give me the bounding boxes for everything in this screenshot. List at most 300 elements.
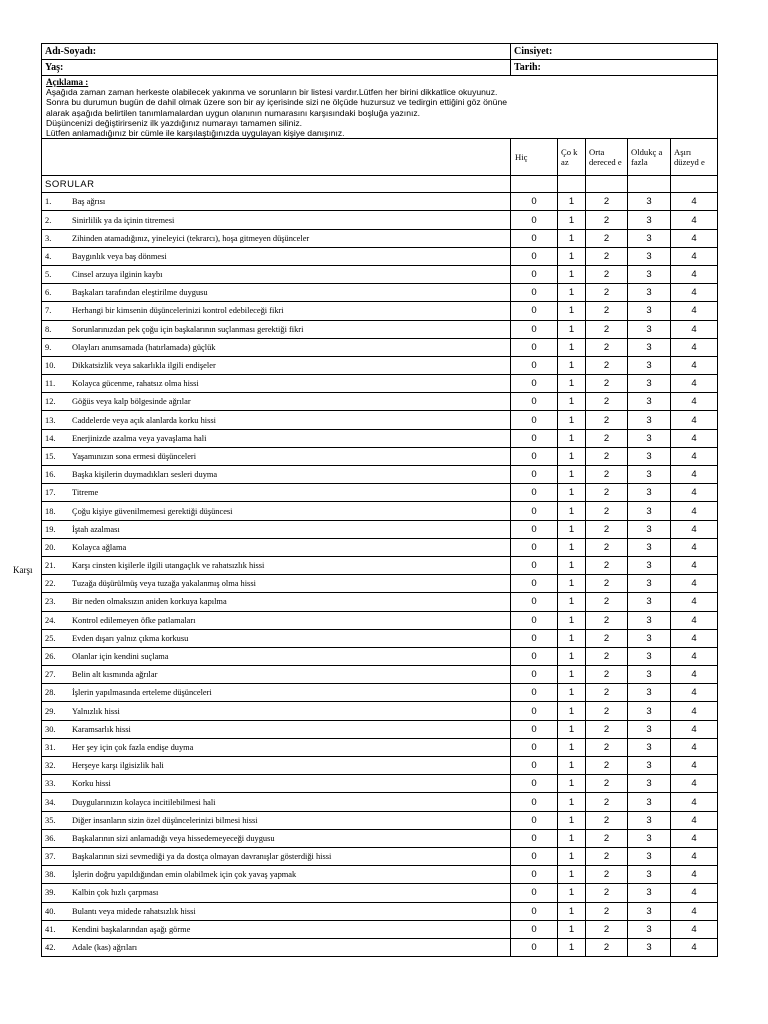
- scale-option-1[interactable]: 1: [558, 938, 586, 956]
- scale-option-1[interactable]: 1: [558, 411, 586, 429]
- scale-option-0[interactable]: 0: [511, 738, 558, 756]
- scale-option-0[interactable]: 0: [511, 502, 558, 520]
- question-text-cell: [42, 629, 511, 647]
- scale-option-0[interactable]: 0: [511, 647, 558, 665]
- scale-option-2[interactable]: 2: [586, 211, 628, 229]
- scale-option-1[interactable]: 1: [558, 265, 586, 283]
- question-row: [42, 647, 718, 665]
- scale-option-3[interactable]: 3: [628, 229, 671, 247]
- questionnaire-sheet: [41, 43, 717, 957]
- scale-option-2[interactable]: 2: [586, 738, 628, 756]
- scale-option-0[interactable]: 0: [511, 211, 558, 229]
- question-row: [42, 284, 718, 302]
- scale-option-3[interactable]: 3: [628, 666, 671, 684]
- question-number: 32.: [45, 761, 56, 771]
- question-text: Kolayca gücenme, rahatsız olma hissi: [72, 379, 199, 389]
- question-text: Kendini başkalarından aşağı görme: [72, 924, 191, 934]
- scale-option-2[interactable]: 2: [586, 647, 628, 665]
- question-row: [42, 757, 718, 775]
- scale-option-4[interactable]: 4: [671, 629, 718, 647]
- scale-option-3[interactable]: 3: [628, 211, 671, 229]
- scale-option-1[interactable]: 1: [558, 702, 586, 720]
- scale-option-2[interactable]: 2: [586, 629, 628, 647]
- scale-option-4[interactable]: 4: [671, 320, 718, 338]
- question-row: [42, 466, 718, 484]
- question-number: 2.: [45, 215, 52, 225]
- question-row: [42, 411, 718, 429]
- scale-option-4[interactable]: 4: [671, 211, 718, 229]
- scale-option-0[interactable]: 0: [511, 466, 558, 484]
- scale-option-4[interactable]: 4: [671, 720, 718, 738]
- scale-option-0[interactable]: 0: [511, 793, 558, 811]
- scale-option-1[interactable]: 1: [558, 247, 586, 265]
- scale-option-3[interactable]: 3: [628, 702, 671, 720]
- scale-option-3[interactable]: 3: [628, 520, 671, 538]
- scale-option-3[interactable]: 3: [628, 338, 671, 356]
- scale-option-3[interactable]: 3: [628, 793, 671, 811]
- scale-option-4[interactable]: 4: [671, 284, 718, 302]
- scale-option-4[interactable]: 4: [671, 247, 718, 265]
- question-number: 39.: [45, 888, 56, 898]
- scale-option-3[interactable]: 3: [628, 556, 671, 574]
- scale-option-1[interactable]: 1: [558, 193, 586, 211]
- question-number: 21.: [45, 561, 56, 571]
- scale-option-0[interactable]: 0: [511, 902, 558, 920]
- scale-option-4[interactable]: 4: [671, 520, 718, 538]
- scale-option-4[interactable]: 4: [671, 593, 718, 611]
- scale-option-4[interactable]: 4: [671, 793, 718, 811]
- scale-option-3[interactable]: 3: [628, 720, 671, 738]
- scale-option-3[interactable]: 3: [628, 738, 671, 756]
- scale-option-0[interactable]: 0: [511, 484, 558, 502]
- scale-option-0[interactable]: 0: [511, 265, 558, 283]
- scale-option-2[interactable]: 2: [586, 502, 628, 520]
- scale-option-1[interactable]: 1: [558, 466, 586, 484]
- scale-option-3[interactable]: 3: [628, 466, 671, 484]
- scale-option-4[interactable]: 4: [671, 847, 718, 865]
- scale-option-2[interactable]: 2: [586, 847, 628, 865]
- scale-option-4[interactable]: 4: [671, 666, 718, 684]
- explanation-box: [42, 76, 718, 139]
- scale-option-3[interactable]: 3: [628, 611, 671, 629]
- scale-option-4[interactable]: 4: [671, 684, 718, 702]
- scale-option-4[interactable]: 4: [671, 302, 718, 320]
- scale-option-1[interactable]: 1: [558, 593, 586, 611]
- scale-option-1[interactable]: 1: [558, 229, 586, 247]
- scale-option-3[interactable]: 3: [628, 193, 671, 211]
- scale-option-1[interactable]: 1: [558, 393, 586, 411]
- scale-option-3[interactable]: 3: [628, 811, 671, 829]
- scale-option-4[interactable]: 4: [671, 411, 718, 429]
- scale-option-2[interactable]: 2: [586, 466, 628, 484]
- scale-option-3[interactable]: 3: [628, 284, 671, 302]
- scale-option-4[interactable]: 4: [671, 738, 718, 756]
- scale-option-2[interactable]: 2: [586, 575, 628, 593]
- scale-option-1[interactable]: 1: [558, 538, 586, 556]
- scale-option-0[interactable]: 0: [511, 629, 558, 647]
- scale-option-4[interactable]: 4: [671, 429, 718, 447]
- scale-option-0[interactable]: 0: [511, 829, 558, 847]
- question-text-cell: [42, 647, 511, 665]
- question-text: Zihinden atamadığınız, yineleyici (tekrarcı), hoşa gitmeyen düşünceler: [72, 233, 310, 243]
- scale-option-2[interactable]: 2: [586, 684, 628, 702]
- scale-option-2[interactable]: 2: [586, 429, 628, 447]
- scale-option-3[interactable]: 3: [628, 265, 671, 283]
- question-number: 35.: [45, 815, 56, 825]
- scale-option-2[interactable]: 2: [586, 520, 628, 538]
- scale-option-1[interactable]: 1: [558, 556, 586, 574]
- scale-option-4[interactable]: 4: [671, 538, 718, 556]
- explanation-title: Açıklama :: [46, 77, 89, 87]
- scale-option-4[interactable]: 4: [671, 829, 718, 847]
- question-number: 20.: [45, 542, 56, 552]
- scale-option-4[interactable]: 4: [671, 484, 718, 502]
- scale-option-2[interactable]: 2: [586, 829, 628, 847]
- column-header-blank: [42, 139, 511, 176]
- question-text: Belin alt kısmında ağrılar: [72, 670, 158, 680]
- question-number: 36.: [45, 833, 56, 843]
- scale-option-1[interactable]: 1: [558, 902, 586, 920]
- scale-option-3[interactable]: 3: [628, 356, 671, 374]
- question-number: 11.: [45, 379, 56, 389]
- explanation-line: alarak aşağıda belirtilen tanımlamalardan uygun olanının numarasını karşısındaki boşluğa yazınız.: [46, 107, 421, 118]
- question-row: [42, 538, 718, 556]
- question-text: Titreme: [72, 488, 99, 498]
- scale-option-3[interactable]: 3: [628, 375, 671, 393]
- question-text: Adale (kas) ağrıları: [72, 943, 138, 952]
- scale-option-2[interactable]: 2: [586, 611, 628, 629]
- scale-option-2[interactable]: 2: [586, 320, 628, 338]
- scale-option-4[interactable]: 4: [671, 265, 718, 283]
- question-row: [42, 938, 718, 956]
- question-text-cell: [42, 775, 511, 793]
- scale-option-3[interactable]: 3: [628, 320, 671, 338]
- scale-option-3[interactable]: 3: [628, 684, 671, 702]
- side-label: Karşı: [13, 565, 33, 575]
- scale-option-4[interactable]: 4: [671, 447, 718, 465]
- question-text: Cinsel arzuya ilginin kaybı: [72, 270, 163, 280]
- question-number: 31.: [45, 742, 56, 752]
- scale-option-2[interactable]: 2: [586, 338, 628, 356]
- scale-option-1[interactable]: 1: [558, 284, 586, 302]
- scale-option-3[interactable]: 3: [628, 775, 671, 793]
- scale-option-4[interactable]: 4: [671, 393, 718, 411]
- scale-option-2[interactable]: 2: [586, 484, 628, 502]
- scale-option-0[interactable]: 0: [511, 866, 558, 884]
- scale-option-1[interactable]: 1: [558, 684, 586, 702]
- scale-option-2[interactable]: 2: [586, 265, 628, 283]
- question-text: Kolayca ağlama: [72, 542, 127, 552]
- scale-option-1[interactable]: 1: [558, 502, 586, 520]
- scale-option-0[interactable]: 0: [511, 320, 558, 338]
- scale-option-1[interactable]: 1: [558, 356, 586, 374]
- date-field[interactable]: Tarih:: [511, 60, 718, 76]
- question-text: Çoğu kişiye güvenilmemesi gerektiği düşüncesi: [72, 506, 233, 516]
- scale-option-4[interactable]: 4: [671, 902, 718, 920]
- scale-option-1[interactable]: 1: [558, 338, 586, 356]
- scale-option-3[interactable]: 3: [628, 902, 671, 920]
- scale-option-3[interactable]: 3: [628, 647, 671, 665]
- scale-option-1[interactable]: 1: [558, 302, 586, 320]
- scale-option-3[interactable]: 3: [628, 575, 671, 593]
- scale-option-0[interactable]: 0: [511, 375, 558, 393]
- scale-option-2[interactable]: 2: [586, 757, 628, 775]
- question-number: 41.: [45, 924, 56, 934]
- scale-option-1[interactable]: 1: [558, 375, 586, 393]
- question-number: 22.: [45, 579, 56, 589]
- scale-option-4[interactable]: 4: [671, 193, 718, 211]
- scale-option-1[interactable]: 1: [558, 738, 586, 756]
- scale-option-1[interactable]: 1: [558, 211, 586, 229]
- scale-option-3[interactable]: 3: [628, 829, 671, 847]
- scale-option-1[interactable]: 1: [558, 793, 586, 811]
- scale-option-3[interactable]: 3: [628, 502, 671, 520]
- question-number: 29.: [45, 706, 56, 716]
- scale-option-1[interactable]: 1: [558, 447, 586, 465]
- scale-option-1[interactable]: 1: [558, 829, 586, 847]
- scale-option-2[interactable]: 2: [586, 375, 628, 393]
- question-number: 27.: [45, 670, 56, 680]
- question-text: Herhangi bir kimsenin düşüncelerinizi kontrol edebileceği fikri: [72, 306, 284, 316]
- age-field[interactable]: Yaş:: [42, 60, 511, 76]
- scale-option-1[interactable]: 1: [558, 720, 586, 738]
- scale-option-0[interactable]: 0: [511, 429, 558, 447]
- scale-option-2[interactable]: 2: [586, 866, 628, 884]
- scale-option-0[interactable]: 0: [511, 338, 558, 356]
- scale-option-2[interactable]: 2: [586, 902, 628, 920]
- section-cell: [628, 176, 671, 193]
- scale-option-4[interactable]: 4: [671, 556, 718, 574]
- scale-option-0[interactable]: 0: [511, 720, 558, 738]
- question-row: [42, 775, 718, 793]
- scale-option-0[interactable]: 0: [511, 775, 558, 793]
- question-row: [42, 211, 718, 229]
- scale-option-4[interactable]: 4: [671, 466, 718, 484]
- scale-option-4[interactable]: 4: [671, 229, 718, 247]
- scale-option-0[interactable]: 0: [511, 757, 558, 775]
- scale-option-2[interactable]: 2: [586, 938, 628, 956]
- scale-option-1[interactable]: 1: [558, 320, 586, 338]
- scale-option-0[interactable]: 0: [511, 575, 558, 593]
- scale-option-4[interactable]: 4: [671, 338, 718, 356]
- question-text-cell: [42, 793, 511, 811]
- scale-option-4[interactable]: 4: [671, 702, 718, 720]
- scale-option-0[interactable]: 0: [511, 702, 558, 720]
- scale-option-2[interactable]: 2: [586, 811, 628, 829]
- scale-option-2[interactable]: 2: [586, 393, 628, 411]
- scale-option-0[interactable]: 0: [511, 811, 558, 829]
- scale-option-2[interactable]: 2: [586, 666, 628, 684]
- question-text: Her şey için çok fazla endişe duyma: [72, 742, 194, 752]
- question-text: Herşeye karşı ilgisizlik hali: [72, 761, 164, 771]
- scale-option-3[interactable]: 3: [628, 866, 671, 884]
- scale-option-4[interactable]: 4: [671, 757, 718, 775]
- question-row: [42, 629, 718, 647]
- scale-option-2[interactable]: 2: [586, 284, 628, 302]
- scale-option-3[interactable]: 3: [628, 447, 671, 465]
- question-number: 23.: [45, 597, 56, 607]
- question-number: 6.: [45, 288, 52, 298]
- column-header-hic: Hiç: [511, 139, 558, 176]
- column-header-asiri: Aşırı düzeyd e: [671, 139, 718, 176]
- scale-option-4[interactable]: 4: [671, 575, 718, 593]
- question-text: Olayları anımsamada (hatırlamada) güçlük: [72, 342, 216, 352]
- question-text-cell: [42, 702, 511, 720]
- scale-option-2[interactable]: 2: [586, 920, 628, 938]
- question-number: 18.: [45, 506, 56, 516]
- scale-option-2[interactable]: 2: [586, 720, 628, 738]
- question-text: Karşı cinsten kişilerle ilgili utangaçlık ve rahatsızlık hissi: [72, 561, 265, 571]
- scale-option-1[interactable]: 1: [558, 884, 586, 902]
- question-row: [42, 447, 718, 465]
- question-row: [42, 302, 718, 320]
- scale-option-4[interactable]: 4: [671, 811, 718, 829]
- scale-option-1[interactable]: 1: [558, 484, 586, 502]
- question-number: 26.: [45, 652, 56, 661]
- question-text: Yalnızlık hissi: [72, 706, 120, 716]
- section-row: [42, 176, 718, 193]
- question-text-cell: [42, 738, 511, 756]
- scale-option-0[interactable]: 0: [511, 447, 558, 465]
- scale-option-3[interactable]: 3: [628, 884, 671, 902]
- scale-option-4[interactable]: 4: [671, 775, 718, 793]
- scale-option-3[interactable]: 3: [628, 593, 671, 611]
- scale-option-1[interactable]: 1: [558, 775, 586, 793]
- scale-option-0[interactable]: 0: [511, 920, 558, 938]
- scale-option-3[interactable]: 3: [628, 484, 671, 502]
- scale-option-0[interactable]: 0: [511, 356, 558, 374]
- scale-option-1[interactable]: 1: [558, 920, 586, 938]
- question-text: Caddelerde veya açık alanlarda korku hissi: [72, 415, 216, 425]
- question-number: 34.: [45, 797, 56, 807]
- name-field[interactable]: Adı-Soyadı:: [42, 44, 511, 60]
- age-row: [42, 60, 718, 76]
- scale-option-0[interactable]: 0: [511, 302, 558, 320]
- question-text-cell: [42, 920, 511, 938]
- scale-option-2[interactable]: 2: [586, 538, 628, 556]
- scale-option-1[interactable]: 1: [558, 629, 586, 647]
- scale-option-0[interactable]: 0: [511, 520, 558, 538]
- scale-option-1[interactable]: 1: [558, 575, 586, 593]
- scale-option-0[interactable]: 0: [511, 247, 558, 265]
- scale-option-3[interactable]: 3: [628, 538, 671, 556]
- scale-option-2[interactable]: 2: [586, 775, 628, 793]
- scale-option-4[interactable]: 4: [671, 356, 718, 374]
- question-row: [42, 666, 718, 684]
- question-text-cell: [42, 556, 511, 574]
- scale-option-3[interactable]: 3: [628, 847, 671, 865]
- question-text: İştah azalması: [72, 524, 120, 534]
- question-text-cell: [42, 884, 511, 902]
- scale-option-0[interactable]: 0: [511, 538, 558, 556]
- explanation-line: Düşüncenizi değiştirirseniz ilk yazdığınız numarayı tamamen siliniz.: [46, 117, 303, 128]
- question-text: Evden dışarı yalnız çıkma korkusu: [72, 633, 189, 643]
- scale-option-4[interactable]: 4: [671, 938, 718, 956]
- scale-option-0[interactable]: 0: [511, 284, 558, 302]
- scale-option-2[interactable]: 2: [586, 702, 628, 720]
- scale-option-0[interactable]: 0: [511, 611, 558, 629]
- scale-option-2[interactable]: 2: [586, 193, 628, 211]
- question-text: Sorunlarınızdan pek çoğu için başkalarının suçlanması gerektiği fikri: [72, 324, 304, 334]
- scale-option-1[interactable]: 1: [558, 757, 586, 775]
- question-row: [42, 265, 718, 283]
- scale-option-2[interactable]: 2: [586, 593, 628, 611]
- scale-option-3[interactable]: 3: [628, 411, 671, 429]
- question-row: [42, 702, 718, 720]
- scale-option-1[interactable]: 1: [558, 429, 586, 447]
- scale-option-4[interactable]: 4: [671, 647, 718, 665]
- scale-option-0[interactable]: 0: [511, 193, 558, 211]
- scale-option-1[interactable]: 1: [558, 811, 586, 829]
- scale-option-4[interactable]: 4: [671, 920, 718, 938]
- scale-option-0[interactable]: 0: [511, 393, 558, 411]
- scale-option-2[interactable]: 2: [586, 247, 628, 265]
- scale-option-1[interactable]: 1: [558, 520, 586, 538]
- scale-option-3[interactable]: 3: [628, 429, 671, 447]
- scale-option-4[interactable]: 4: [671, 611, 718, 629]
- scale-option-1[interactable]: 1: [558, 611, 586, 629]
- scale-option-0[interactable]: 0: [511, 666, 558, 684]
- scale-option-2[interactable]: 2: [586, 793, 628, 811]
- question-number: 40.: [45, 906, 56, 916]
- explanation-line: Sonra bu durumun bugün de dahil olmak üzere son bir ay içerisinde sizi ne ölçüde huzursuz ve tedirgin ettiğini göz önüne: [46, 97, 507, 108]
- question-text: Bulantı veya midede rahatsızlık hissi: [72, 906, 196, 916]
- scale-option-4[interactable]: 4: [671, 884, 718, 902]
- question-text: Başkaları tarafından eleştirilme duygusu: [72, 288, 208, 298]
- scale-option-0[interactable]: 0: [511, 938, 558, 956]
- question-text-cell: [42, 938, 511, 956]
- scale-option-2[interactable]: 2: [586, 302, 628, 320]
- question-text: Kontrol edilemeyen öfke patlamaları: [72, 615, 196, 625]
- scale-option-2[interactable]: 2: [586, 884, 628, 902]
- scale-option-3[interactable]: 3: [628, 938, 671, 956]
- scale-option-0[interactable]: 0: [511, 684, 558, 702]
- scale-option-2[interactable]: 2: [586, 411, 628, 429]
- scale-option-2[interactable]: 2: [586, 447, 628, 465]
- scale-option-3[interactable]: 3: [628, 920, 671, 938]
- question-row: [42, 393, 718, 411]
- scale-option-0[interactable]: 0: [511, 847, 558, 865]
- scale-option-0[interactable]: 0: [511, 229, 558, 247]
- scale-option-1[interactable]: 1: [558, 647, 586, 665]
- scale-option-1[interactable]: 1: [558, 847, 586, 865]
- question-text: Başkalarının sizi anlamadığı veya hissedemeyeceği duygusu: [72, 833, 275, 843]
- question-row: [42, 429, 718, 447]
- scale-option-2[interactable]: 2: [586, 356, 628, 374]
- scale-option-3[interactable]: 3: [628, 757, 671, 775]
- section-cell: [671, 176, 718, 193]
- scale-option-1[interactable]: 1: [558, 866, 586, 884]
- scale-option-4[interactable]: 4: [671, 502, 718, 520]
- scale-option-0[interactable]: 0: [511, 593, 558, 611]
- scale-option-0[interactable]: 0: [511, 411, 558, 429]
- scale-option-3[interactable]: 3: [628, 302, 671, 320]
- scale-option-0[interactable]: 0: [511, 884, 558, 902]
- scale-option-4[interactable]: 4: [671, 375, 718, 393]
- gender-field[interactable]: Cinsiyet:: [511, 44, 718, 60]
- scale-option-3[interactable]: 3: [628, 629, 671, 647]
- scale-option-3[interactable]: 3: [628, 247, 671, 265]
- scale-option-4[interactable]: 4: [671, 866, 718, 884]
- question-text: Korku hissi: [72, 779, 111, 789]
- question-row: [42, 593, 718, 611]
- scale-option-0[interactable]: 0: [511, 556, 558, 574]
- scale-option-2[interactable]: 2: [586, 556, 628, 574]
- scale-option-1[interactable]: 1: [558, 666, 586, 684]
- scale-option-3[interactable]: 3: [628, 393, 671, 411]
- question-number: 28.: [45, 688, 56, 698]
- scale-option-2[interactable]: 2: [586, 229, 628, 247]
